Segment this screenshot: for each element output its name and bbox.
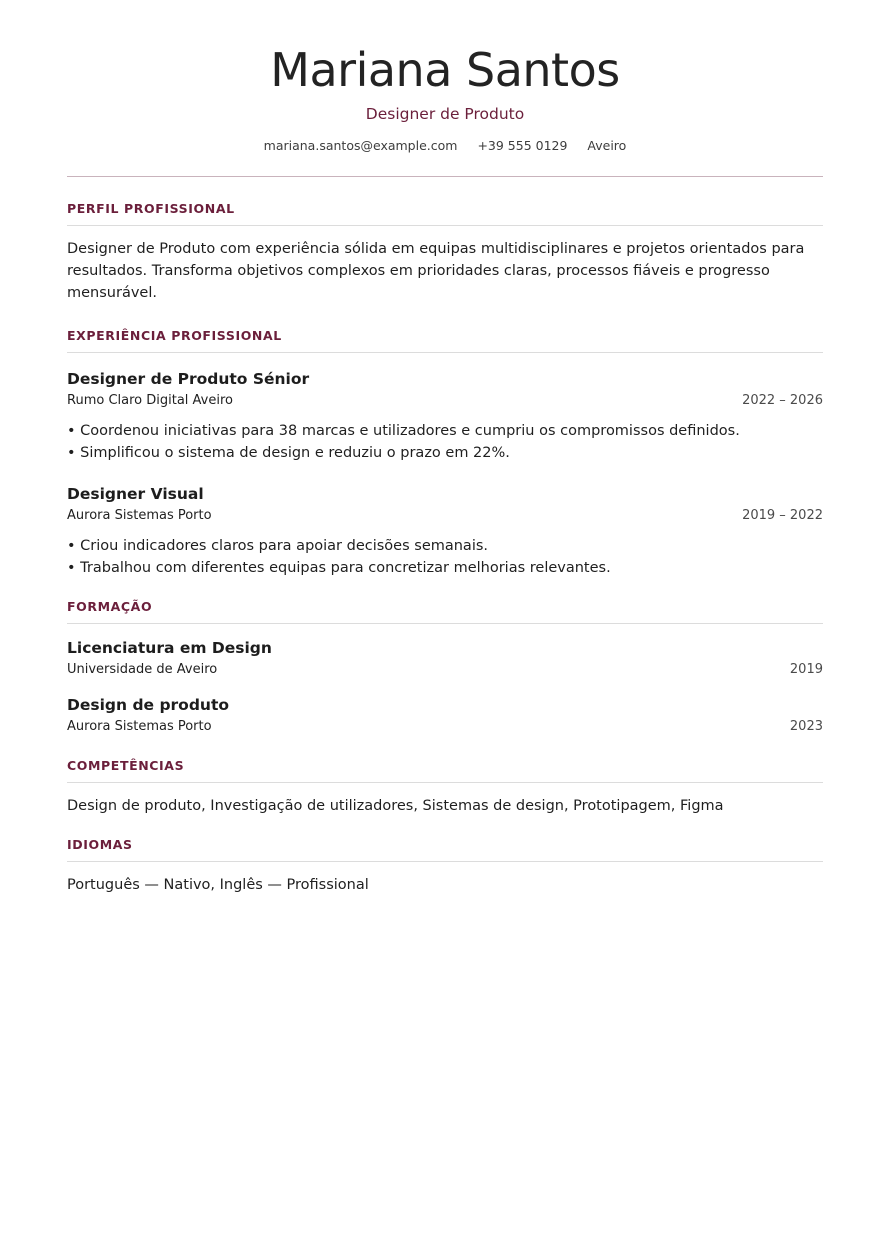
job-bullet: • Coordenou iniciativas para 38 marcas e utilizadores e cumpriu os compromissos definidos. bbox=[67, 420, 823, 442]
education-school: Aurora Sistemas Porto bbox=[67, 719, 212, 734]
contact-email[interactable]: mariana.santos@example.com bbox=[263, 138, 458, 153]
education-meta bbox=[67, 661, 823, 679]
job-bullet: • Trabalhou com diferentes equipas para concretizar melhorias relevantes. bbox=[67, 557, 823, 579]
section-title-experience: EXPERIÊNCIA PROFISSIONAL bbox=[67, 328, 823, 353]
contact-phone[interactable]: +39 555 0129 bbox=[477, 138, 568, 153]
job-bullets bbox=[67, 420, 823, 464]
job-company: Aurora Sistemas Porto bbox=[67, 508, 212, 523]
resume-header bbox=[67, 0, 823, 177]
education-entry bbox=[67, 695, 823, 736]
job-bullet: • Simplificou o sistema de design e reduziu o prazo em 22%. bbox=[67, 442, 823, 464]
job-bullets bbox=[67, 535, 823, 579]
person-name: Mariana Santos bbox=[270, 43, 620, 97]
resume-page bbox=[67, 0, 823, 896]
education-school: Universidade de Aveiro bbox=[67, 662, 218, 677]
contact-line bbox=[67, 136, 823, 156]
job-dates: 2019 – 2022 bbox=[742, 508, 823, 523]
job-meta bbox=[67, 392, 823, 410]
header-divider bbox=[67, 176, 823, 177]
education-entry bbox=[67, 638, 823, 679]
contact-location: Aveiro bbox=[587, 138, 627, 153]
education-year: 2019 bbox=[789, 662, 823, 677]
job-company: Rumo Claro Digital Aveiro bbox=[67, 393, 233, 408]
job-meta bbox=[67, 507, 823, 525]
degree-title: Licenciatura em Design bbox=[67, 639, 272, 657]
education-list bbox=[67, 638, 823, 736]
skills-text: Design de produto, Investigação de utilizadores, Sistemas de design, Prototipagem, Figma bbox=[67, 798, 724, 814]
education-year: 2023 bbox=[789, 719, 823, 734]
languages-text: Português — Nativo, Inglês — Profissional bbox=[67, 877, 369, 893]
section-title-languages: IDIOMAS bbox=[67, 837, 823, 862]
job-title: Designer de Produto Sénior bbox=[67, 370, 310, 388]
profile-text: Designer de Produto com experiência sólida em equipas multidisciplinares e projetos orientados para resultados. Transforma objetivos complexos em prioridades claras, processos fiáveis e progresso mensurável. bbox=[67, 241, 805, 301]
job-dates: 2022 – 2026 bbox=[742, 393, 823, 408]
job-title: Designer Visual bbox=[67, 485, 204, 503]
education-meta bbox=[67, 718, 823, 736]
section-title-skills: COMPETÊNCIAS bbox=[67, 758, 823, 783]
experience-entry bbox=[67, 369, 823, 464]
person-role: Designer de Produto bbox=[365, 105, 525, 123]
section-title-profile: PERFIL PROFISSIONAL bbox=[67, 201, 823, 226]
section-title-education: FORMAÇÃO bbox=[67, 599, 823, 624]
experience-entry bbox=[67, 484, 823, 579]
job-bullet: • Criou indicadores claros para apoiar decisões semanais. bbox=[67, 535, 823, 557]
degree-title: Design de produto bbox=[67, 696, 230, 714]
